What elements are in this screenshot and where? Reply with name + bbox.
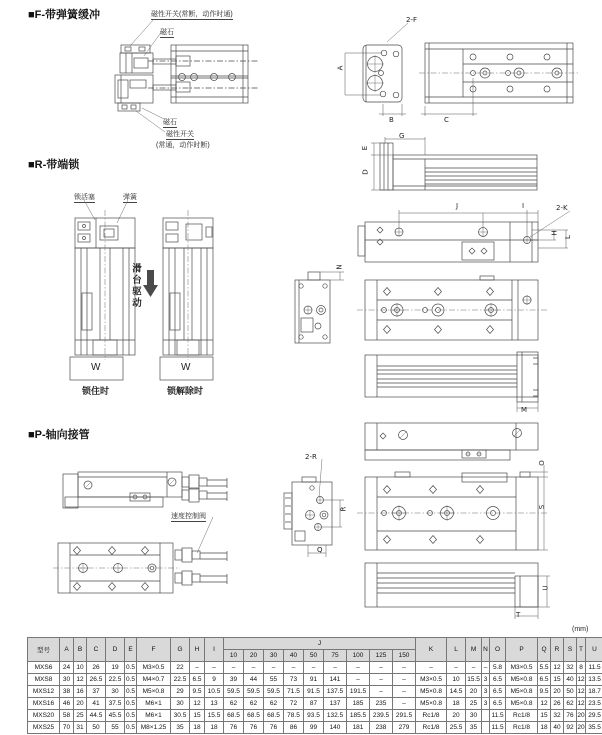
dim-label-t: T — [516, 611, 521, 619]
unit-note: (mm) — [572, 626, 589, 633]
value-cell: 40 — [551, 722, 564, 734]
value-cell: 50 — [87, 722, 106, 734]
value-cell: 38 — [60, 686, 74, 698]
value-cell: 0.5 — [125, 686, 137, 698]
value-cell: Rc1/8 — [416, 710, 447, 722]
value-cell: – — [447, 662, 466, 674]
col-header-J-40: 40 — [284, 650, 304, 662]
value-cell: 26.5 — [87, 674, 106, 686]
value-cell: 5.5 — [538, 662, 551, 674]
value-cell: – — [370, 686, 393, 698]
dim-u-lines — [538, 576, 550, 607]
value-cell: 37 — [87, 686, 106, 698]
table-row — [28, 686, 602, 698]
value-cell: M5×0.8 — [137, 686, 171, 698]
p-end-view — [284, 477, 332, 545]
dim-h-l-lines — [530, 230, 568, 248]
dim-label-m: M — [521, 406, 528, 414]
value-cell: 59.5 — [244, 686, 264, 698]
value-cell: 6.5 — [490, 674, 506, 686]
value-cell: 0.5 — [125, 698, 137, 710]
col-header-J-50: 50 — [304, 650, 324, 662]
dim-label-u: U — [541, 585, 550, 591]
value-cell: 68.5 — [224, 710, 244, 722]
value-cell: 3 — [482, 698, 490, 710]
col-header-U: U — [586, 638, 602, 662]
value-cell: 6.5 — [190, 674, 205, 686]
col-header-model: 型号 — [28, 638, 60, 662]
caption-locked: 锁住时 — [82, 386, 110, 396]
value-cell: 72 — [284, 698, 304, 710]
value-cell: 137.5 — [324, 686, 347, 698]
value-cell — [482, 722, 490, 734]
value-cell: 20 — [74, 698, 87, 710]
p-top-view — [63, 472, 227, 508]
col-header-O: O — [490, 638, 506, 662]
value-cell: 46 — [60, 698, 74, 710]
dim-b-lines — [379, 104, 406, 116]
value-cell: 15.5 — [205, 710, 224, 722]
label-spring: 弹簧 — [123, 194, 137, 201]
value-cell: – — [370, 662, 393, 674]
value-cell: M5×0.8 — [506, 698, 538, 710]
col-header-C: C — [87, 638, 106, 662]
model-cell: MXS8 — [28, 674, 60, 686]
value-cell: – — [393, 674, 416, 686]
dim-label-2f: 2-F — [406, 16, 418, 24]
value-cell: – — [466, 662, 482, 674]
value-cell: 8 — [577, 662, 586, 674]
value-cell: 35 — [171, 722, 190, 734]
value-cell: 26 — [87, 662, 106, 674]
value-cell: 235 — [370, 698, 393, 710]
value-cell: – — [284, 662, 304, 674]
value-cell: 18.7 — [586, 686, 602, 698]
value-cell: 22.5 — [171, 674, 190, 686]
upper-head-block — [120, 53, 153, 73]
col-header-E: E — [125, 638, 137, 662]
value-cell: 30 — [60, 674, 74, 686]
label-magnet-top: 磁石 — [160, 29, 174, 36]
value-cell: 291.5 — [393, 710, 416, 722]
value-cell: 92 — [564, 722, 577, 734]
col-header-J: J — [224, 638, 416, 650]
p-plan-view — [53, 543, 227, 593]
piston-rods — [153, 59, 176, 90]
value-cell: M5×0.8 — [506, 674, 538, 686]
value-cell: 78.5 — [284, 710, 304, 722]
value-cell: 238 — [370, 722, 393, 734]
value-cell: M5×0.8 — [416, 698, 447, 710]
col-header-H: H — [190, 638, 205, 662]
value-cell: 20 — [577, 710, 586, 722]
dim-label-g: G — [399, 132, 405, 140]
p-dimension-views — [282, 423, 602, 632]
dim-label-b: B — [389, 116, 394, 124]
col-header-L: L — [447, 638, 466, 662]
dim-n-lines — [320, 272, 344, 280]
value-cell: 62 — [244, 698, 264, 710]
col-header-A: A — [60, 638, 74, 662]
value-cell: Rc1/8 — [506, 710, 538, 722]
label-speed-valve: 速度控制阀 — [171, 513, 206, 520]
value-cell: M6×1 — [137, 710, 171, 722]
value-cell: 13 — [205, 698, 224, 710]
value-cell: 71.5 — [284, 686, 304, 698]
model-cell: MXS16 — [28, 698, 60, 710]
value-cell: 45.5 — [106, 710, 125, 722]
value-cell: 93.5 — [304, 710, 324, 722]
value-cell: 44.5 — [87, 710, 106, 722]
leader-2r — [319, 459, 322, 497]
dim-label-2r: 2-R — [305, 453, 317, 461]
label-w-left: W — [91, 362, 101, 373]
col-header-J-30: 30 — [264, 650, 284, 662]
value-cell: – — [393, 686, 416, 698]
value-cell: M3×0.5 — [506, 662, 538, 674]
down-arrow-icon — [143, 270, 158, 297]
label-slide-drive: 滑台驱动 — [130, 263, 141, 309]
value-cell: 22.5 — [106, 674, 125, 686]
table-row — [28, 710, 602, 722]
lower-switch — [118, 103, 140, 111]
value-cell: 9.5 — [190, 686, 205, 698]
value-cell: 15 — [190, 710, 205, 722]
value-cell: – — [205, 662, 224, 674]
value-cell: 22 — [171, 662, 190, 674]
col-header-M: M — [466, 638, 482, 662]
value-cell: 76 — [224, 722, 244, 734]
value-cell: – — [264, 662, 284, 674]
value-cell: 12 — [190, 698, 205, 710]
f-front-side-views — [335, 14, 602, 144]
p-top-plan-view — [365, 423, 538, 460]
dim-label-s: S — [538, 504, 547, 510]
value-cell: 31 — [74, 722, 87, 734]
value-cell: 87 — [304, 698, 324, 710]
value-cell: 12 — [577, 698, 586, 710]
value-cell: 76 — [264, 722, 284, 734]
value-cell: 23.5 — [586, 698, 602, 710]
value-cell: 185.5 — [347, 710, 370, 722]
value-cell: M8×1.25 — [137, 722, 171, 734]
label-magnetic-switch-top: 磁性开关(常断，动作时通) — [151, 11, 233, 18]
value-cell: 9.5 — [538, 686, 551, 698]
col-header-N: N — [482, 638, 490, 662]
value-cell: 24 — [60, 662, 74, 674]
value-cell: – — [393, 662, 416, 674]
value-cell: 37.5 — [106, 698, 125, 710]
section-f-title: ■F-带弹簧缓冲 — [28, 9, 101, 21]
col-header-B: B — [74, 638, 87, 662]
value-cell: 6.5 — [490, 686, 506, 698]
dim-label-n: N — [335, 264, 344, 270]
col-header-P: P — [506, 638, 538, 662]
value-cell: 9 — [205, 674, 224, 686]
value-cell: 91.5 — [304, 686, 324, 698]
section-p-title: ■P-轴向接管 — [28, 429, 90, 441]
value-cell: 12 — [74, 674, 87, 686]
side-view — [419, 43, 579, 103]
col-header-J-10: 10 — [224, 650, 244, 662]
value-cell: Rc1/8 — [506, 722, 538, 734]
value-cell: 20 — [466, 686, 482, 698]
value-cell: 185 — [347, 698, 370, 710]
value-cell: M5×0.8 — [506, 686, 538, 698]
col-header-K: K — [416, 638, 447, 662]
value-cell: 19 — [106, 662, 125, 674]
value-cell: 14.5 — [447, 686, 466, 698]
value-cell: 12 — [538, 698, 551, 710]
profile-body — [380, 143, 537, 190]
section-r-title: ■R-带端锁 — [28, 159, 80, 171]
r-end-view — [295, 272, 330, 343]
dim-label-e: E — [361, 145, 370, 151]
value-cell: 15 — [551, 674, 564, 686]
value-cell: 18 — [205, 722, 224, 734]
value-cell: 62 — [224, 698, 244, 710]
value-cell: 11.5 — [490, 710, 506, 722]
value-cell: 91 — [304, 674, 324, 686]
value-cell: 279 — [393, 722, 416, 734]
value-cell: 20 — [551, 686, 564, 698]
value-cell — [482, 710, 490, 722]
f-profile-view — [330, 130, 550, 200]
leader-lines — [130, 19, 165, 132]
value-cell: 18 — [538, 722, 551, 734]
value-cell: – — [482, 662, 490, 674]
dim-label-h: H — [550, 230, 559, 236]
value-cell: – — [370, 674, 393, 686]
value-cell: – — [347, 662, 370, 674]
value-cell: 10 — [447, 674, 466, 686]
value-cell: 55 — [106, 722, 125, 734]
value-cell: 6.5 — [538, 674, 551, 686]
col-header-D: D — [106, 638, 125, 662]
value-cell: 0.5 — [125, 674, 137, 686]
r-top-view — [358, 222, 538, 262]
value-cell: – — [304, 662, 324, 674]
leader-speed-valve — [197, 517, 213, 553]
r-lock-cutaway-drawing — [60, 190, 240, 400]
dim-label-j: J — [456, 202, 459, 210]
value-cell: 25 — [74, 710, 87, 722]
value-cell: 76 — [244, 722, 264, 734]
value-cell: 3 — [482, 674, 490, 686]
value-cell: Rc1/8 — [416, 722, 447, 734]
value-cell: 11.5 — [586, 662, 602, 674]
col-header-F: F — [137, 638, 171, 662]
value-cell: 239.5 — [370, 710, 393, 722]
value-cell: 55 — [264, 674, 284, 686]
value-cell: 12 — [577, 674, 586, 686]
value-cell: 20 — [577, 722, 586, 734]
value-cell: 50 — [564, 686, 577, 698]
f-cutaway-drawing — [98, 18, 348, 158]
col-header-S: S — [564, 638, 577, 662]
p-left-views — [55, 460, 300, 630]
label-magnetic-switch-bottom: 磁性开关 — [166, 131, 194, 138]
dim-label-r: R — [339, 506, 348, 512]
value-cell: 0.5 — [125, 662, 137, 674]
lower-head-block — [115, 75, 153, 103]
upper-switch — [121, 45, 150, 53]
cylinder-body — [148, 45, 258, 103]
value-cell: 29 — [171, 686, 190, 698]
value-cell: 0.5 — [125, 710, 137, 722]
value-cell: 20 — [447, 710, 466, 722]
col-header-I: I — [205, 638, 224, 662]
col-header-J-75: 75 — [324, 650, 347, 662]
value-cell: – — [244, 662, 264, 674]
value-cell: 32 — [551, 710, 564, 722]
value-cell: M3×0.5 — [416, 674, 447, 686]
value-cell: 137 — [324, 698, 347, 710]
dim-label-a: A — [336, 65, 345, 71]
dim-j-i-lines — [399, 210, 570, 237]
table-row — [28, 722, 602, 734]
dim-label-d: D — [361, 169, 370, 175]
value-cell: 30 — [106, 686, 125, 698]
value-cell: – — [324, 662, 347, 674]
value-cell: M4×0.7 — [137, 674, 171, 686]
value-cell: 6.5 — [490, 698, 506, 710]
value-cell: – — [224, 662, 244, 674]
col-header-G: G — [171, 638, 190, 662]
value-cell: 29.5 — [586, 710, 602, 722]
table-row — [28, 674, 602, 686]
value-cell: 140 — [324, 722, 347, 734]
r-plan-view — [357, 276, 547, 340]
dimension-table — [27, 637, 602, 734]
value-cell: – — [416, 662, 447, 674]
value-cell: 132.5 — [324, 710, 347, 722]
model-cell: MXS20 — [28, 710, 60, 722]
model-cell: MXS12 — [28, 686, 60, 698]
col-header-J-150: 150 — [393, 650, 416, 662]
front-view — [363, 23, 408, 102]
value-cell: 25 — [466, 698, 482, 710]
dim-e-lines — [371, 143, 393, 155]
value-cell: 70 — [60, 722, 74, 734]
value-cell: 12 — [551, 662, 564, 674]
dim-label-q: Q — [317, 546, 323, 554]
value-cell: 26 — [551, 698, 564, 710]
value-cell: 35 — [466, 722, 482, 734]
value-cell: 191.5 — [347, 686, 370, 698]
dim-label-c: C — [444, 116, 449, 124]
col-header-J-125: 125 — [370, 650, 393, 662]
value-cell: 41 — [87, 698, 106, 710]
locked-unit — [70, 210, 135, 380]
p-side-view — [365, 563, 538, 607]
col-header-Q: Q — [538, 638, 551, 662]
leader-lines — [84, 200, 128, 223]
label-w-right: W — [181, 362, 191, 373]
col-header-T: T — [577, 638, 586, 662]
value-cell: 3 — [482, 686, 490, 698]
value-cell: 30 — [171, 698, 190, 710]
label-magnetic-switch-bottom-2: (常通，动作时断) — [156, 142, 210, 149]
value-cell: – — [393, 698, 416, 710]
label-magnet-bottom: 磁石 — [163, 119, 177, 126]
dim-d-lines — [371, 155, 393, 190]
table-row — [28, 662, 602, 674]
value-cell: 15.5 — [466, 674, 482, 686]
value-cell: 141 — [324, 674, 347, 686]
value-cell: 73 — [284, 674, 304, 686]
col-header-J-100: 100 — [347, 650, 370, 662]
unlocked-unit — [160, 210, 213, 380]
value-cell: 40 — [564, 674, 577, 686]
value-cell: 58 — [60, 710, 74, 722]
col-header-R: R — [551, 638, 564, 662]
label-lock-piston: 锁活塞 — [74, 194, 95, 201]
value-cell: – — [190, 662, 205, 674]
table-body — [28, 662, 602, 734]
value-cell: 10 — [74, 662, 87, 674]
model-cell: MXS25 — [28, 722, 60, 734]
value-cell: 99 — [304, 722, 324, 734]
r-side-view — [365, 352, 538, 402]
value-cell: 30.5 — [171, 710, 190, 722]
p-plan-view — [357, 472, 549, 550]
value-cell: 10.5 — [205, 686, 224, 698]
value-cell: 44 — [244, 674, 264, 686]
value-cell: 16 — [74, 686, 87, 698]
value-cell: 13.5 — [586, 674, 602, 686]
model-cell: MXS6 — [28, 662, 60, 674]
value-cell: 86 — [284, 722, 304, 734]
dim-label-l: L — [563, 235, 572, 239]
value-cell: 25.5 — [447, 722, 466, 734]
value-cell: 59.5 — [264, 686, 284, 698]
value-cell: 11.5 — [490, 722, 506, 734]
value-cell: 59.5 — [224, 686, 244, 698]
value-cell: – — [347, 674, 370, 686]
value-cell: 5.8 — [490, 662, 506, 674]
dim-label-o: O — [537, 460, 546, 466]
value-cell: M6×1 — [137, 698, 171, 710]
value-cell: 18 — [190, 722, 205, 734]
value-cell: M3×0.5 — [137, 662, 171, 674]
value-cell: 181 — [347, 722, 370, 734]
dim-label-i: I — [522, 202, 525, 210]
dim-label-2k: 2-K — [556, 204, 568, 212]
value-cell: 62 — [264, 698, 284, 710]
dim-a-lines — [345, 53, 382, 95]
value-cell: 32 — [564, 662, 577, 674]
value-cell: 30 — [466, 710, 482, 722]
value-cell: 68.5 — [264, 710, 284, 722]
dim-g-lines — [385, 137, 425, 155]
col-header-J-20: 20 — [244, 650, 264, 662]
value-cell: 62 — [564, 698, 577, 710]
value-cell: 39 — [224, 674, 244, 686]
value-cell: M5×0.8 — [416, 686, 447, 698]
value-cell: 76 — [564, 710, 577, 722]
value-cell: 0.5 — [125, 722, 137, 734]
caption-unlocked: 锁解除时 — [167, 386, 204, 396]
value-cell: 15 — [538, 710, 551, 722]
table-row — [28, 698, 602, 710]
value-cell: 18 — [447, 698, 466, 710]
value-cell: 35.5 — [586, 722, 602, 734]
value-cell: 68.5 — [244, 710, 264, 722]
value-cell: 12 — [577, 686, 586, 698]
